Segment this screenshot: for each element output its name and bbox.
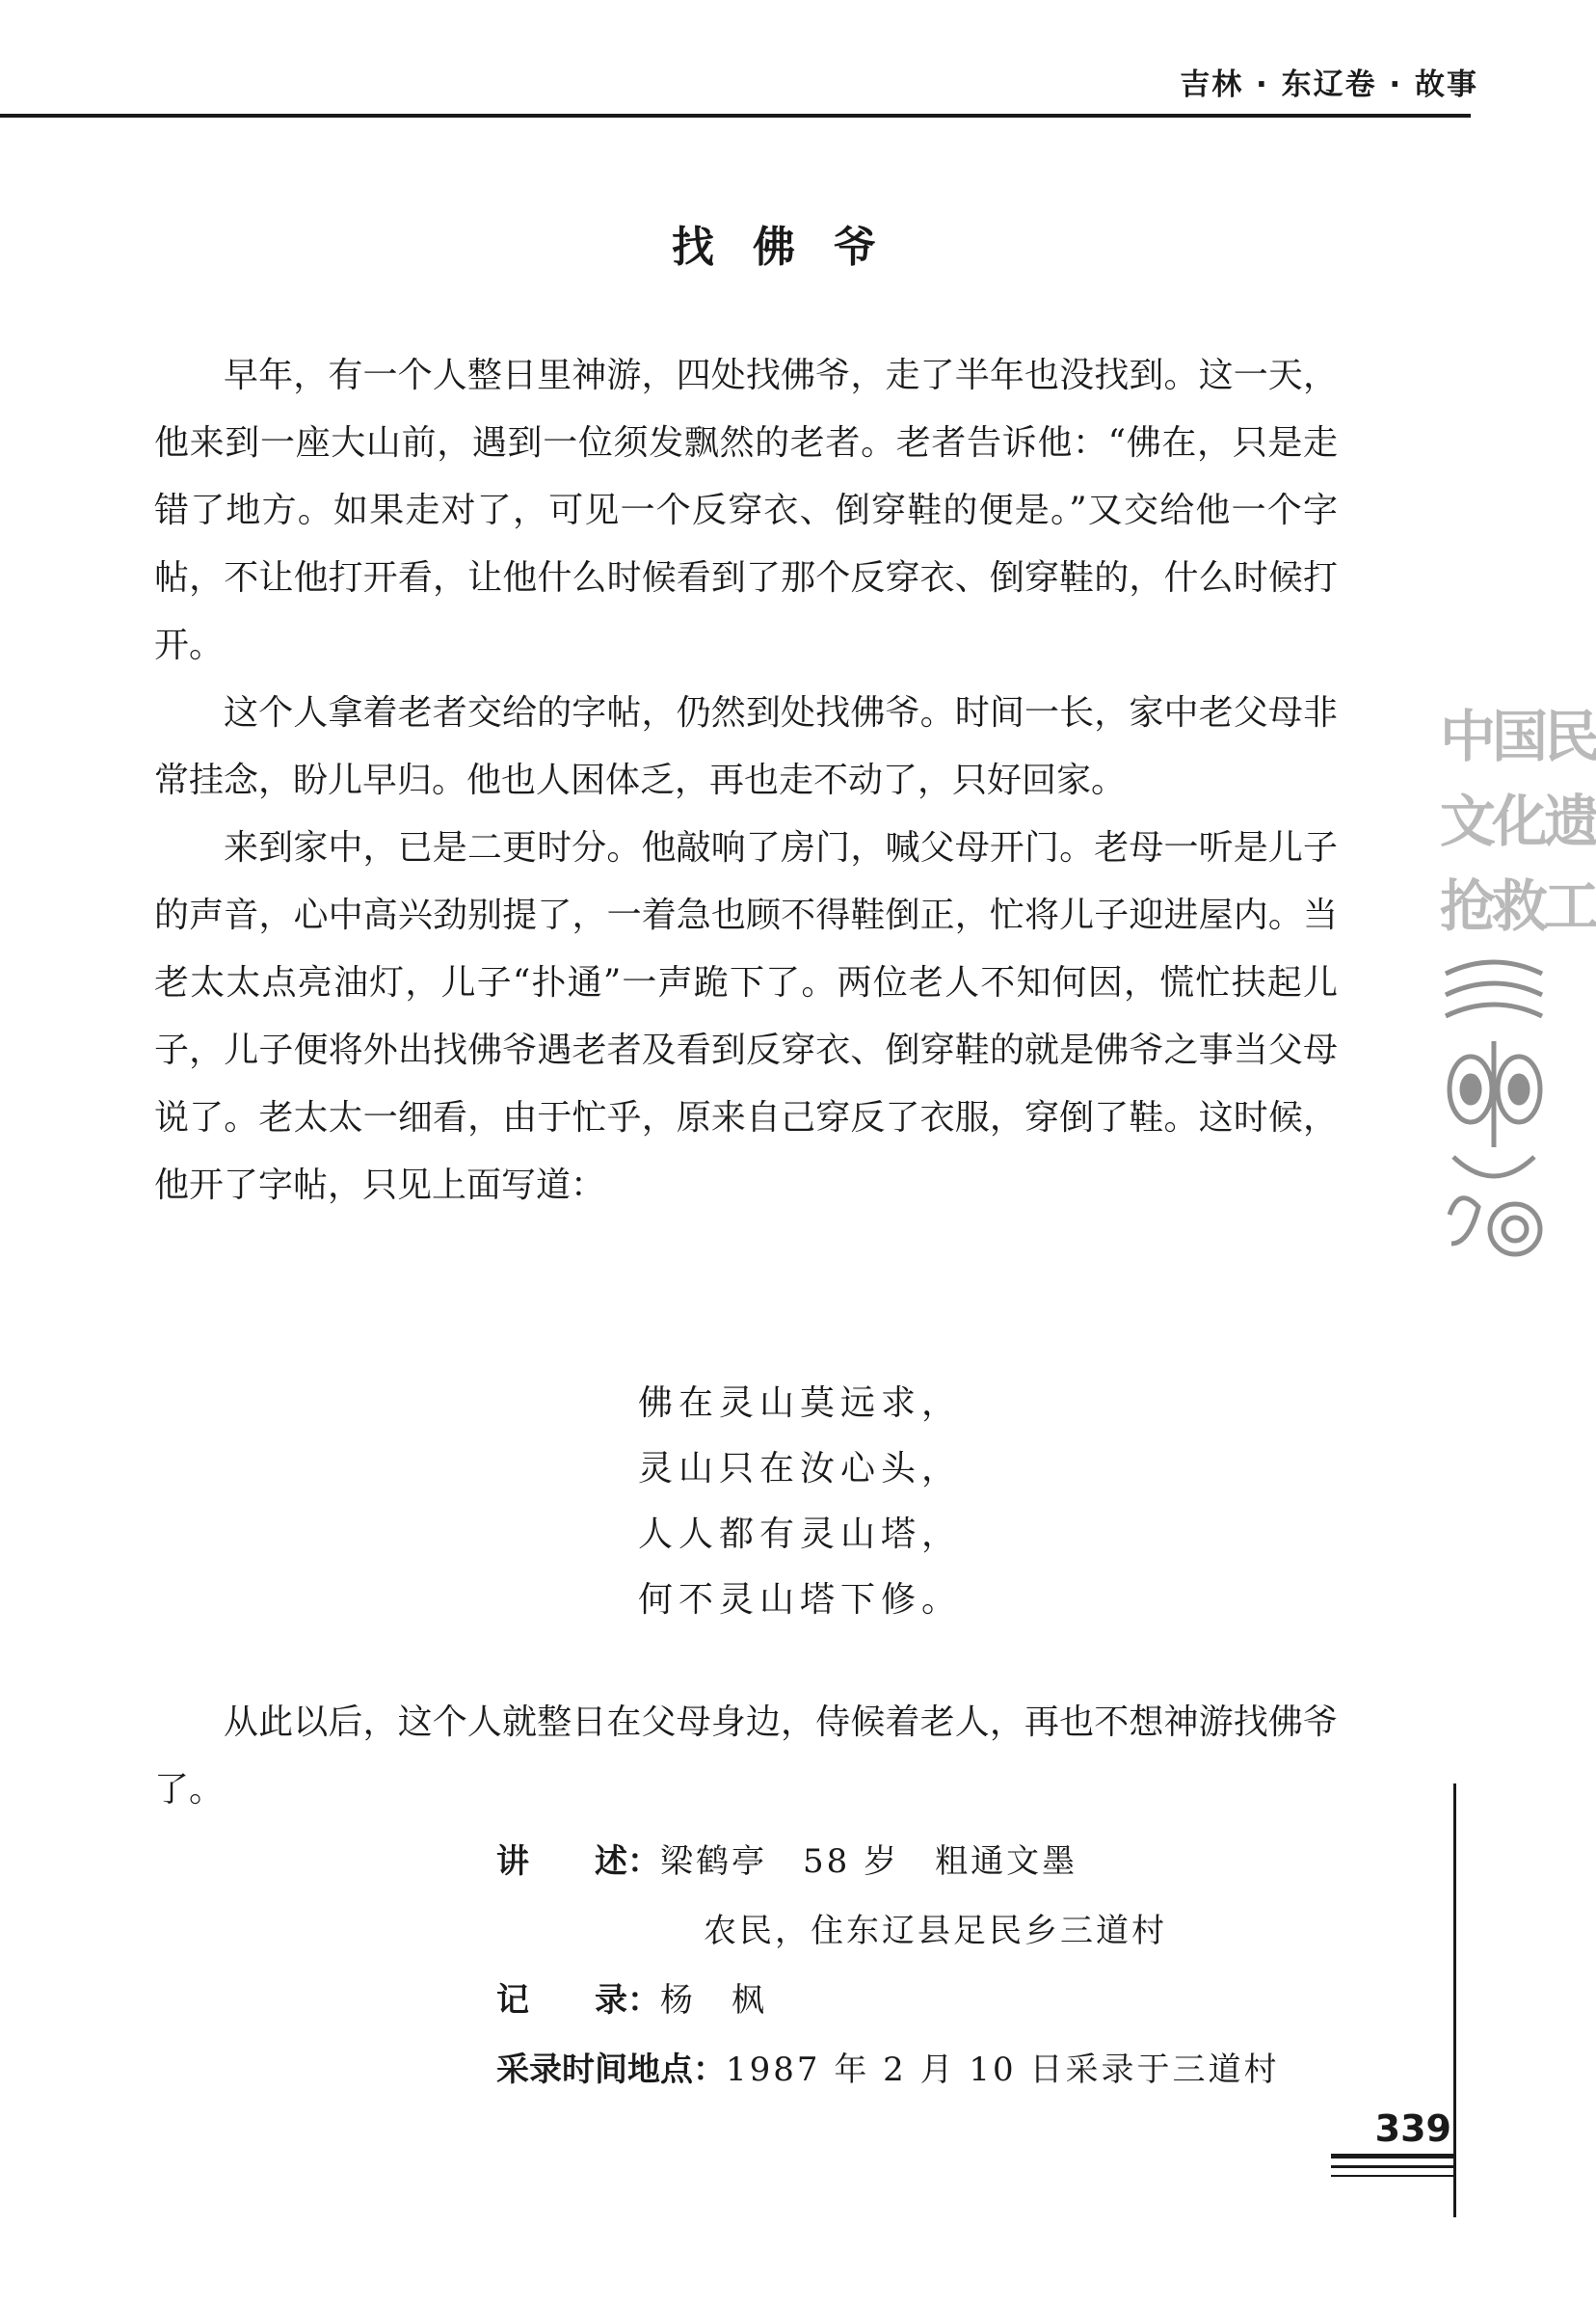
poem-line: 佛在灵山莫远求， <box>638 1383 963 1423</box>
ornament-icon <box>1440 954 1548 1282</box>
time-place-value: 1987 年 2 月 10 日采录于三道村 <box>726 2051 1280 2089</box>
page-rule <box>1331 2175 1456 2177</box>
poem-line: 灵山只在汝心头， <box>638 1449 963 1488</box>
story-title: 找佛爷 <box>672 223 915 272</box>
narrator-detail: 农民，住东辽县足民乡三道村 <box>704 1912 1167 1950</box>
header-rule <box>0 114 1471 118</box>
paragraph: 早年，有一个人整日里神游，四处找佛爷，走了半年也没找到。这一天，他来到一座大山前，遇到一位须发飘然的老者。老者告诉他：“佛在，只是走错了地方。如果走对了，可见一个反穿衣、倒穿鞋的便是。”又交给他一个字帖，不让他打开看，让他什么时候看到了那个反穿衣、倒穿鞋的，什么时候打开。 <box>154 356 1338 665</box>
recorder-label: 记 录： <box>496 1981 660 2020</box>
side-band-text: 中国民 文化遗 抢救工 <box>1440 704 1596 939</box>
recorder-row <box>496 1966 1279 2035</box>
page-rule <box>1331 2165 1456 2168</box>
running-header: 吉林 · 东辽卷 · 故事 <box>1180 67 1478 102</box>
paragraph: 来到家中，已是二更时分。他敲响了房门，喊父母开门。老母一听是儿子的声音，心中高兴劲别提了，一着急也顾不得鞋倒正，忙将儿子迎进屋内。当老太太点亮油灯，儿子“扑通”一声跪下了。两位老人不知何因，慌忙扶起儿子，儿子便将外出找佛爷遇老者及看到反穿衣、倒穿鞋的就是佛爷之事当父母说了。老太太一细看，由于忙乎，原来自己穿反了衣服，穿倒了鞋。这时候，他开了字帖，只见上面写道： <box>154 828 1338 1205</box>
paragraph: 从此以后，这个人就整日在父母身边，侍候着老人，再也不想神游找佛爷了。 <box>154 1703 1338 1810</box>
recorder-value: 杨 枫 <box>660 1981 767 2020</box>
story-body <box>154 342 1338 1220</box>
time-place-label: 采录时间地点： <box>496 2051 726 2089</box>
credits <box>496 1827 1279 2105</box>
time-place-row <box>496 2035 1279 2105</box>
narrator-row <box>496 1827 1279 1896</box>
poem-line: 人人都有灵山塔， <box>638 1515 963 1554</box>
poem <box>638 1371 962 1633</box>
paragraph: 这个人拿着老者交给的字帖，仍然到处找佛爷。时间一长，家中老父母非常挂念，盼儿早归。他也人困体乏，再也走不动了，只好回家。 <box>154 693 1338 800</box>
narrator-detail-row <box>496 1896 1279 1966</box>
poem-line: 何不灵山塔下修。 <box>638 1580 963 1620</box>
page-number: 339 <box>1374 2107 1451 2150</box>
narrator-value: 梁鹤亭 58 岁 粗通文墨 <box>660 1842 1078 1881</box>
closing-paragraph <box>154 1689 1338 1824</box>
margin-rule <box>1453 1783 1456 2217</box>
side-decoration <box>1432 694 1596 1301</box>
narrator-label: 讲 述： <box>496 1842 660 1881</box>
page-rule <box>1331 2154 1456 2159</box>
